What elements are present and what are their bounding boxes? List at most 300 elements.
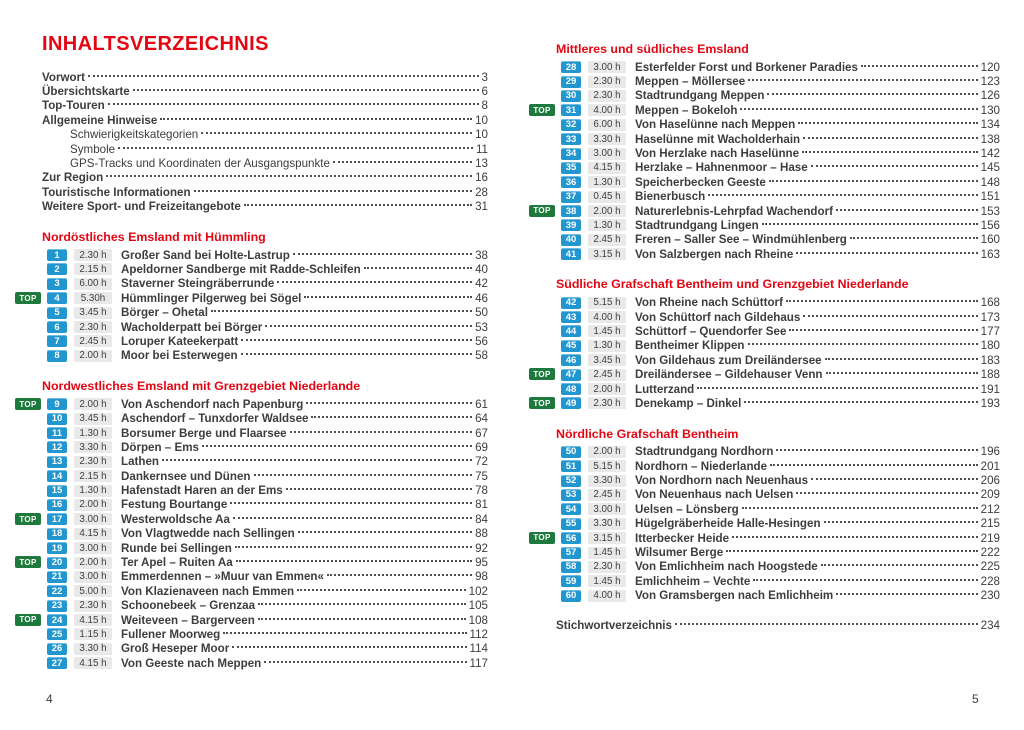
tour-row	[42, 426, 488, 440]
tour-duration: 3.15 h	[588, 532, 626, 544]
tour-row	[19, 397, 488, 411]
tour-row	[556, 473, 1000, 487]
dot-leader	[826, 372, 978, 374]
tour-title: Weiteveen – Bargerveen	[121, 613, 255, 627]
tour-page-number: 209	[980, 488, 1000, 502]
tour-number-badge: 49	[561, 397, 581, 409]
tour-row	[556, 295, 1000, 309]
tour-number-badge: 50	[561, 446, 581, 458]
dot-leader	[244, 204, 472, 206]
tour-title: Staverner Steingräberrunde	[121, 277, 275, 291]
tour-duration: 2.00 h	[588, 446, 626, 458]
tour-title: Von Gildehaus zum Dreiländersee	[635, 353, 822, 367]
tour-duration: 5.15 h	[588, 297, 626, 309]
tour-page-number: 130	[980, 103, 1000, 117]
tour-number-badge: 45	[561, 340, 581, 352]
dot-leader	[241, 339, 472, 341]
tour-number-badge: 32	[561, 119, 581, 131]
tour-row	[42, 469, 488, 483]
toc-entry-page-number: 11	[475, 142, 488, 156]
tour-page-number: 108	[468, 613, 488, 627]
dot-leader	[821, 564, 978, 566]
tour-duration: 3.00 h	[588, 503, 626, 515]
tour-title: Speicherbecken Geeste	[635, 175, 766, 189]
tour-title: Festung Bourtange	[121, 498, 228, 512]
tour-duration: 1.30 h	[74, 485, 112, 497]
tour-row	[42, 599, 488, 613]
dot-leader	[748, 343, 978, 345]
tour-row	[42, 440, 488, 454]
toc-section	[533, 426, 1000, 603]
tour-page-number: 95	[475, 556, 488, 570]
tour-page-number: 81	[475, 498, 488, 512]
dot-leader	[118, 147, 473, 149]
tour-duration: 2.00 h	[588, 205, 626, 217]
tour-title: Nordhorn – Niederlande	[635, 459, 768, 473]
dot-leader	[798, 122, 977, 124]
tour-row	[556, 175, 1000, 189]
tour-number-badge: 29	[561, 76, 581, 88]
dot-leader	[258, 603, 466, 605]
dot-leader	[160, 118, 472, 120]
tour-duration: 2.30 h	[588, 561, 626, 573]
tour-number-badge: 19	[47, 542, 67, 554]
tour-number-badge: 57	[561, 547, 581, 559]
tour-page-number: 61	[475, 397, 488, 411]
dot-leader	[223, 632, 466, 634]
tour-row	[42, 277, 488, 291]
tour-row	[42, 642, 488, 656]
tour-duration: 3.30 h	[74, 643, 112, 655]
tour-title: Denekamp – Dinkel	[635, 396, 742, 410]
dot-leader	[230, 502, 472, 504]
tour-row	[556, 488, 1000, 502]
tour-number-badge: 42	[561, 297, 581, 309]
tour-row	[556, 589, 1000, 603]
tour-number-badge: 2	[47, 263, 67, 275]
tour-number-badge: 60	[561, 590, 581, 602]
tour-number-badge: 17	[47, 513, 67, 525]
section-heading: Südliche Grafschaft Bentheim und Grenzgebiet Niederlande	[556, 277, 909, 292]
dot-leader	[836, 593, 977, 595]
toc-section	[533, 42, 1000, 261]
tour-duration: 3.45 h	[588, 354, 626, 366]
tour-number-badge: 56	[561, 532, 581, 544]
toc-entry-label: Weitere Sport- und Freizeitangebote	[42, 200, 241, 214]
tour-row	[19, 512, 488, 526]
tour-title: Itterbecker Heide	[635, 531, 730, 545]
tour-row	[556, 339, 1000, 353]
dot-leader	[850, 237, 978, 239]
toc-entry-page-number: 10	[475, 128, 488, 142]
toc-entry-page-number: 28	[475, 185, 488, 199]
dot-leader	[364, 267, 472, 269]
tour-page-number: 142	[980, 147, 1000, 161]
top-tour-badge: TOP	[15, 398, 41, 410]
tour-row	[556, 445, 1000, 459]
dot-leader	[211, 310, 472, 312]
toc-section	[533, 277, 1000, 410]
tour-duration: 3.00 h	[588, 61, 626, 73]
toc-entry	[42, 70, 488, 84]
dot-leader	[776, 449, 977, 451]
tour-title: Bentheimer Klippen	[635, 339, 745, 353]
tour-title: Großer Sand bei Holte-Lastrup	[121, 248, 290, 262]
tour-row	[42, 656, 488, 670]
tour-page-number: 126	[980, 89, 1000, 103]
tour-page-number: 102	[468, 584, 488, 598]
tour-number-badge: 1	[47, 249, 67, 261]
tour-title: Loruper Kateekerpatt	[121, 334, 239, 348]
dot-leader	[297, 589, 466, 591]
tour-title: Von Geeste nach Meppen	[121, 656, 262, 670]
tour-number-badge: 8	[47, 350, 67, 362]
tour-number-badge: 41	[561, 248, 581, 260]
tour-row	[556, 190, 1000, 204]
tour-page-number: 42	[475, 277, 488, 291]
tour-page-number: 64	[475, 412, 488, 426]
tour-title: Wacholderpatt bei Börger	[121, 320, 263, 334]
tour-row	[556, 247, 1000, 261]
toc-entry-page-number: 8	[481, 99, 488, 113]
tour-title: Von Nordhorn nach Neuenhaus	[635, 474, 809, 488]
tour-title: Von Haselünne nach Meppen	[635, 118, 796, 132]
toc-entry	[42, 128, 488, 142]
dot-leader	[753, 579, 977, 581]
tour-page-number: 69	[475, 440, 488, 454]
toc-entry-page-number: 10	[475, 113, 488, 127]
tour-duration: 4.00 h	[588, 104, 626, 116]
dot-leader	[106, 175, 472, 177]
dot-leader	[762, 223, 978, 225]
tour-number-badge: 48	[561, 383, 581, 395]
tour-duration: 3.45 h	[74, 307, 112, 319]
top-tour-badge: TOP	[529, 368, 555, 380]
tour-row	[42, 627, 488, 641]
tour-duration: 2.45 h	[588, 489, 626, 501]
tour-duration: 2.30 h	[588, 76, 626, 88]
tour-number-badge: 52	[561, 475, 581, 487]
tour-duration: 2.30 h	[588, 397, 626, 409]
tour-duration: 3.30 h	[588, 133, 626, 145]
tour-title: Von Herzlake nach Haselünne	[635, 147, 800, 161]
tour-row	[533, 531, 1000, 545]
tour-page-number: 88	[475, 527, 488, 541]
tour-duration: 2.45 h	[588, 369, 626, 381]
top-tour-badge: TOP	[529, 104, 555, 116]
tour-row	[533, 204, 1000, 218]
dot-leader	[162, 459, 472, 461]
tour-duration: 1.15 h	[74, 628, 112, 640]
tour-duration: 2.30 h	[588, 90, 626, 102]
tour-row	[42, 541, 488, 555]
tour-number-badge: 58	[561, 561, 581, 573]
tour-page-number: 188	[980, 368, 1000, 382]
dot-leader	[286, 488, 472, 490]
tour-duration: 4.00 h	[588, 590, 626, 602]
tour-number-badge: 10	[47, 413, 67, 425]
tour-title: Bienerbusch	[635, 190, 706, 204]
tour-row	[556, 459, 1000, 473]
tour-title: Esterfelder Forst und Borkener Paradies	[635, 60, 858, 74]
tour-number-badge: 59	[561, 575, 581, 587]
tour-title: Dankernsee und Dünen	[121, 469, 251, 483]
toc-entry	[42, 99, 488, 113]
dot-leader	[202, 445, 472, 447]
dot-leader	[88, 75, 479, 77]
tour-page-number: 230	[980, 589, 1000, 603]
tour-page-number: 212	[980, 502, 1000, 516]
tour-title: Stadtrundgang Meppen	[635, 89, 765, 103]
tour-number-badge: 30	[561, 90, 581, 102]
tour-row	[556, 146, 1000, 160]
tour-title: Apeldorner Sandberge mit Radde-Schleifen	[121, 262, 361, 276]
tour-title: Runde bei Sellingen	[121, 541, 232, 555]
dot-leader	[769, 180, 978, 182]
tour-row	[556, 517, 1000, 531]
tour-page-number: 222	[980, 546, 1000, 560]
tour-duration: 2.00 h	[74, 350, 112, 362]
tour-number-badge: 27	[47, 657, 67, 669]
tour-page-number: 145	[980, 161, 1000, 175]
dot-leader	[803, 315, 977, 317]
tour-duration: 3.30 h	[588, 518, 626, 530]
tour-number-badge: 21	[47, 571, 67, 583]
section-heading: Mittleres und südliches Emsland	[556, 42, 749, 56]
tour-title: Wilsumer Berge	[635, 546, 724, 560]
tour-title: Groß Heseper Moor	[121, 642, 230, 656]
dot-leader	[675, 623, 978, 625]
tour-number-badge: 36	[561, 176, 581, 188]
dot-leader	[233, 517, 472, 519]
index-page-number: 234	[980, 618, 1000, 632]
dot-leader	[789, 329, 977, 331]
tour-number-badge: 47	[561, 369, 581, 381]
left-sections	[19, 229, 488, 671]
toc-entry	[42, 185, 488, 199]
tour-row	[556, 353, 1000, 367]
dot-leader	[235, 546, 472, 548]
toc-section	[19, 229, 488, 363]
tour-row	[533, 396, 1000, 410]
tour-duration: 2.00 h	[588, 383, 626, 395]
top-tour-badge: TOP	[15, 614, 41, 626]
tour-row	[556, 74, 1000, 88]
toc-entry	[42, 156, 488, 170]
tour-number-badge: 4	[47, 292, 67, 304]
tour-title: Von Schüttorf nach Gildehaus	[635, 310, 801, 324]
tour-title: Lathen	[121, 455, 160, 469]
section-heading: Nördliche Grafschaft Bentheim	[556, 426, 739, 441]
toc-entry-label: Symbole	[70, 142, 116, 156]
tour-number-badge: 43	[561, 311, 581, 323]
tour-number-badge: 31	[561, 104, 581, 116]
tour-page-number: 40	[475, 262, 488, 276]
toc-entry-page-number: 6	[481, 85, 488, 99]
dot-leader	[311, 416, 472, 418]
section-heading: Nordöstliches Emsland mit Hümmling	[42, 229, 266, 244]
tour-duration: 5.15 h	[588, 460, 626, 472]
dot-leader	[290, 431, 473, 433]
folio-left: 4	[46, 692, 53, 706]
tour-title: Von Gramsbergen nach Emlichheim	[635, 589, 834, 603]
tour-row	[42, 455, 488, 469]
tour-page-number: 117	[469, 656, 488, 670]
tour-duration: 2.30 h	[74, 321, 112, 333]
tour-number-badge: 16	[47, 499, 67, 511]
top-tour-badge: TOP	[529, 205, 555, 217]
dot-leader	[748, 79, 977, 81]
dot-leader	[201, 132, 472, 134]
top-tour-badge: TOP	[15, 556, 41, 568]
tour-duration: 2.30 h	[74, 249, 112, 261]
tour-duration: 5.00 h	[74, 585, 112, 597]
toc-entry-page-number: 13	[475, 157, 488, 171]
tour-row	[556, 233, 1000, 247]
tour-page-number: 84	[475, 512, 488, 526]
tour-row	[42, 248, 488, 262]
tour-title: Schüttorf – Quendorfer See	[635, 324, 787, 338]
tour-page-number: 105	[468, 599, 488, 613]
dot-leader	[304, 296, 472, 298]
tour-duration: 1.30 h	[588, 340, 626, 352]
toc-entry-page-number: 3	[481, 70, 488, 84]
tour-duration: 3.00 h	[74, 513, 112, 525]
dot-leader	[796, 492, 977, 494]
toc-entry	[42, 171, 488, 185]
tour-row	[556, 60, 1000, 74]
dot-leader	[306, 402, 472, 404]
tour-number-badge: 7	[47, 335, 67, 347]
tour-page-number: 38	[475, 248, 488, 262]
tour-duration: 3.30 h	[74, 441, 112, 453]
toc-entry	[42, 142, 488, 156]
tour-number-badge: 6	[47, 321, 67, 333]
tour-number-badge: 13	[47, 456, 67, 468]
tour-number-badge: 3	[47, 278, 67, 290]
tour-row	[556, 118, 1000, 132]
tour-duration: 4.15 h	[588, 162, 626, 174]
tour-duration: 2.15 h	[74, 263, 112, 275]
tour-duration: 3.00 h	[74, 542, 112, 554]
section-heading: Nordwestliches Emsland mit Grenzgebiet Niederlande	[42, 379, 361, 394]
tour-page-number: 58	[475, 349, 488, 363]
tour-page-number: 46	[475, 291, 488, 305]
dot-leader	[298, 531, 472, 533]
tour-duration: 4.15 h	[74, 614, 112, 626]
tour-row	[42, 483, 488, 497]
dot-leader	[770, 464, 978, 466]
tour-number-badge: 55	[561, 518, 581, 530]
tour-page-number: 53	[475, 320, 488, 334]
tour-duration: 1.45 h	[588, 575, 626, 587]
tour-title: Börger – Ohetal	[121, 306, 208, 320]
tour-duration: 1.30 h	[74, 427, 112, 439]
toc-entry-label: Top-Touren	[42, 99, 105, 113]
tour-title: Ter Apel – Ruiten Aa	[121, 556, 233, 570]
tour-title: Uelsen – Lönsberg	[635, 502, 739, 516]
tour-number-badge: 38	[561, 205, 581, 217]
dot-leader	[803, 137, 978, 139]
dot-leader	[802, 151, 978, 153]
toc-entry-label: Allgemeine Hinweise	[42, 113, 158, 127]
tour-number-badge: 44	[561, 325, 581, 337]
dot-leader	[726, 550, 977, 552]
tour-row	[533, 367, 1000, 382]
tour-row	[19, 555, 488, 570]
tour-duration: 2.45 h	[588, 234, 626, 246]
tour-page-number: 78	[475, 484, 488, 498]
tour-duration: 4.15 h	[74, 528, 112, 540]
tour-duration: 1.30 h	[588, 176, 626, 188]
tour-duration: 3.15 h	[588, 248, 626, 260]
dot-leader	[732, 536, 978, 538]
tour-number-badge: 18	[47, 528, 67, 540]
tour-row	[19, 613, 488, 627]
tour-page-number: 148	[980, 175, 1000, 189]
tour-title: Von Aschendorf nach Papenburg	[121, 397, 304, 411]
tour-page-number: 75	[475, 469, 488, 483]
tour-title: Borsumer Berge und Flaarsee	[121, 426, 287, 440]
tour-row	[42, 584, 488, 598]
tour-page-number: 228	[980, 574, 1000, 588]
tour-row	[556, 382, 1000, 396]
tour-row	[556, 545, 1000, 559]
tour-row	[42, 349, 488, 363]
tour-duration: 3.00 h	[588, 148, 626, 160]
tour-row	[42, 262, 488, 276]
tour-number-badge: 5	[47, 307, 67, 319]
tour-title: Dreiländersee – Gildehauser Venn	[635, 368, 823, 382]
tour-row	[42, 320, 488, 334]
tour-page-number: 151	[980, 190, 1000, 204]
book-page-right	[533, 42, 1000, 632]
tour-number-badge: 34	[561, 148, 581, 160]
tour-duration: 3.00 h	[74, 571, 112, 583]
index-label: Stichwortverzeichnis	[556, 618, 672, 632]
dot-leader	[708, 194, 977, 196]
tour-duration: 2.15 h	[74, 470, 112, 482]
tour-title: Emmerdennen – »Muur van Emmen«	[121, 570, 324, 584]
tour-row	[556, 310, 1000, 324]
tour-page-number: 196	[980, 445, 1000, 459]
toc-entry-page-number: 16	[475, 171, 488, 185]
book-page-left	[19, 33, 488, 670]
tour-number-badge: 12	[47, 441, 67, 453]
dot-leader	[796, 252, 977, 254]
tour-page-number: 193	[980, 396, 1000, 410]
tour-number-badge: 15	[47, 485, 67, 497]
top-tour-badge: TOP	[15, 292, 41, 304]
tour-page-number: 177	[980, 324, 1000, 338]
tour-title: Moor bei Esterwegen	[121, 349, 238, 363]
top-tour-badge: TOP	[15, 513, 41, 525]
tour-page-number: 206	[980, 474, 1000, 488]
tour-duration: 1.45 h	[588, 547, 626, 559]
tour-number-badge: 54	[561, 503, 581, 515]
tour-page-number: 201	[980, 459, 1000, 473]
tour-title: Schoonebeek – Grenzaa	[121, 599, 256, 613]
tour-number-badge: 26	[47, 643, 67, 655]
dot-leader	[254, 474, 473, 476]
toc-entry-label: Touristische Informationen	[42, 185, 191, 199]
dot-leader	[824, 521, 978, 523]
tour-duration: 4.15 h	[74, 657, 112, 669]
right-sections	[533, 42, 1000, 603]
tour-duration: 6.00 h	[588, 119, 626, 131]
tour-title: Emlichheim – Vechte	[635, 574, 751, 588]
tour-row	[42, 334, 488, 348]
